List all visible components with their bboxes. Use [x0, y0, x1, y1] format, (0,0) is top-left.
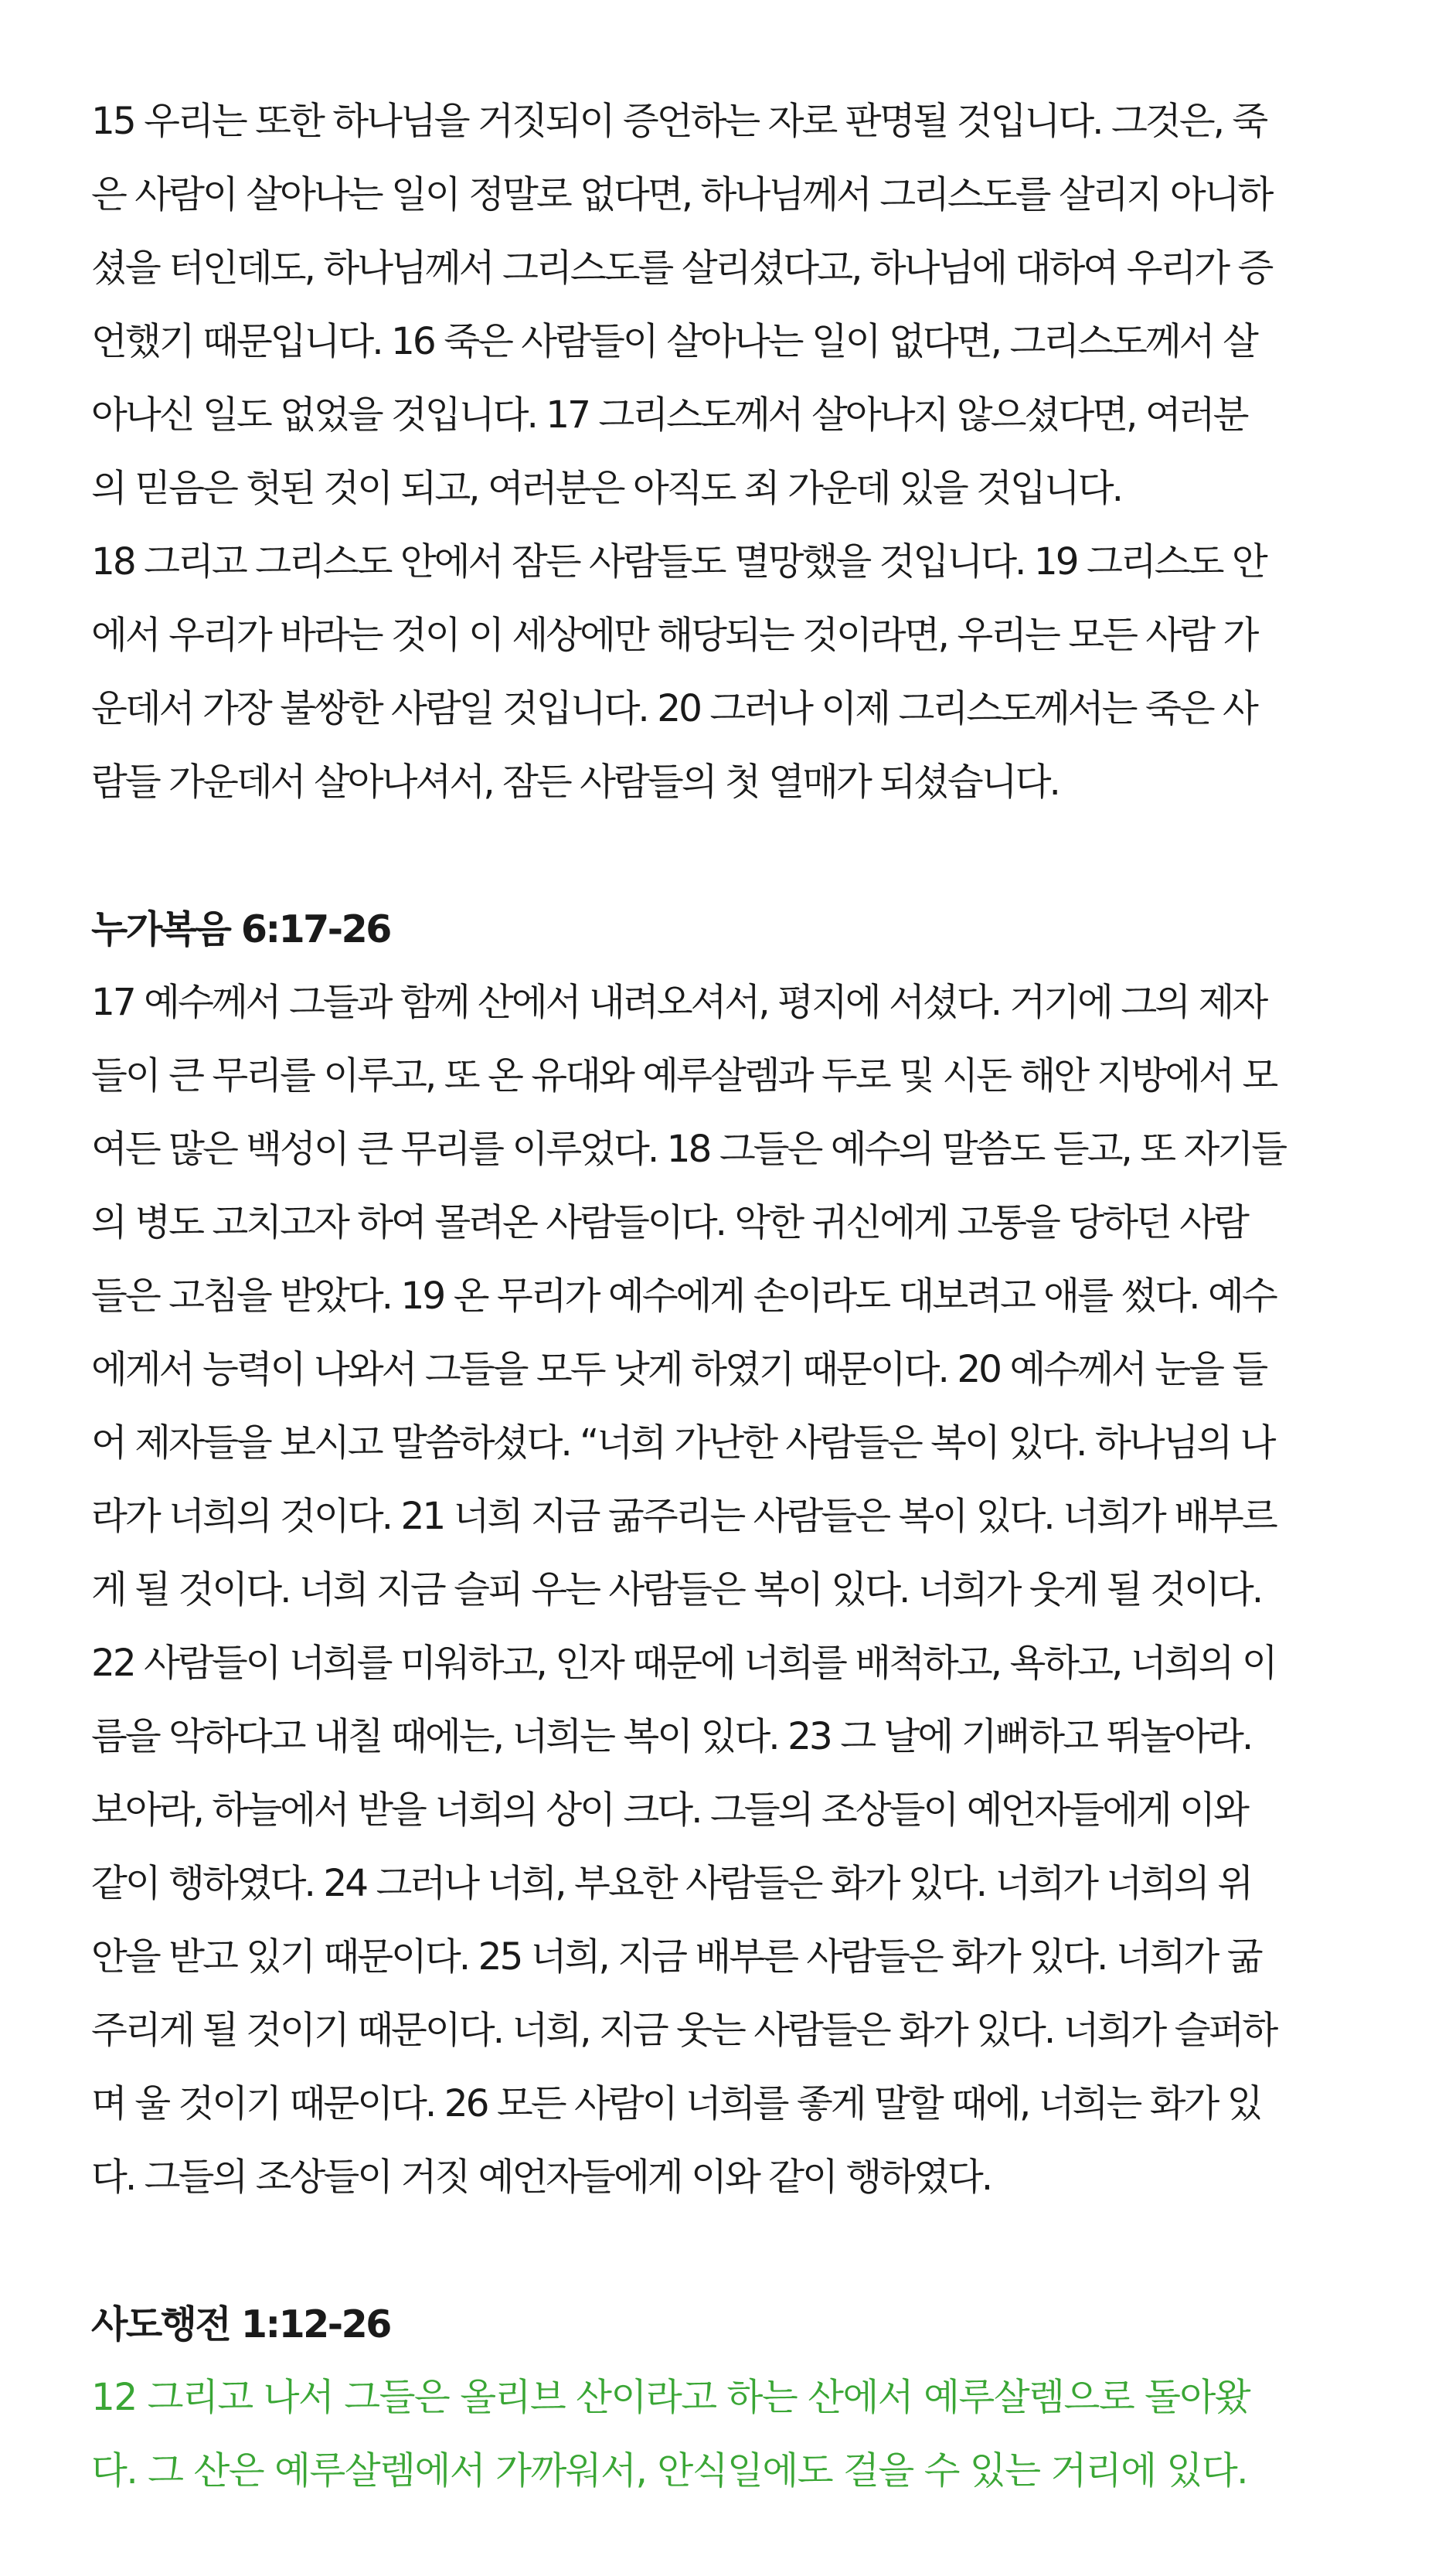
passage-heading-acts: 사도행전 1:12-26 [91, 2302, 390, 2346]
passage-heading-luke: 누가복음 6:17-26 [91, 907, 390, 951]
section-spacer [91, 819, 1374, 893]
text-line: 운데서 가장 불쌍한 사람일 것입니다. 20 그러나 이제 그리스도께서는 죽은 사 [91, 687, 1257, 730]
text-line: 12 그리고 나서 그들은 올리브 산이라고 하는 산에서 예루살렘으로 돌아왔 [91, 2376, 1250, 2419]
text-line: 다. 그 산은 예루살렘에서 가까워서, 안식일에도 걸을 수 있는 거리에 있다. [91, 2449, 1248, 2493]
text-line: 보아라, 하늘에서 받을 너희의 상이 크다. 그들의 조상들이 예언자들에게 이와 [91, 1788, 1247, 1832]
section-spacer [91, 2214, 1374, 2288]
text-line: 언했기 때문입니다. 16 죽은 사람들이 살아나는 일이 없다면, 그리스도께서 살 [91, 320, 1257, 363]
text-line: 의 믿음은 헛된 것이 되고, 여러분은 아직도 죄 가운데 있을 것입니다. [91, 467, 1121, 510]
passage-acts-highlighted [91, 2361, 1374, 2508]
text-line: 여든 많은 백성이 큰 무리를 이루었다. 18 그들은 예수의 말씀도 듣고, 또 자기들 [91, 1128, 1286, 1171]
passage-continuation [91, 85, 1374, 819]
text-line: 의 병도 고치고자 하여 몰려온 사람들이다. 악한 귀신에게 고통을 당하던 사람 [91, 1201, 1247, 1244]
text-line: 안을 받고 있기 때문이다. 25 너희, 지금 배부른 사람들은 화가 있다. 너희가 굶 [91, 1935, 1261, 1979]
text-line: 17 예수께서 그들과 함께 산에서 내려오셔서, 평지에 서셨다. 거기에 그의 제자 [91, 981, 1267, 1024]
scripture-page [91, 85, 1374, 2508]
text-line: 름을 악하다고 내칠 때에는, 너희는 복이 있다. 23 그 날에 기뻐하고 뛰놀아라. [91, 1715, 1252, 1758]
text-line: 어 제자들을 보시고 말씀하셨다. “너희 가난한 사람들은 복이 있다. 하나님의 나 [91, 1421, 1274, 1465]
text-line: 들은 고침을 받았다. 19 온 무리가 예수에게 손이라도 대보려고 애를 썼다. 예수 [91, 1274, 1276, 1318]
text-line: 셨을 터인데도, 하나님께서 그리스도를 살리셨다고, 하나님에 대하여 우리가 증 [91, 247, 1272, 290]
passage-luke [91, 966, 1374, 2214]
text-line: 람들 가운데서 살아나셔서, 잠든 사람들의 첫 열매가 되셨습니다. [91, 761, 1059, 804]
text-line: 같이 행하였다. 24 그러나 너희, 부요한 사람들은 화가 있다. 너희가 너희의 위 [91, 1862, 1252, 1905]
text-line: 에서 우리가 바라는 것이 이 세상에만 해당되는 것이라면, 우리는 모든 사람 가 [91, 614, 1257, 657]
text-line: 며 울 것이기 때문이다. 26 모든 사람이 너희를 좋게 말할 때에, 너희는 화가 있 [91, 2082, 1261, 2125]
text-line: 22 사람들이 너희를 미워하고, 인자 때문에 너희를 배척하고, 욕하고, 너희의 이 [91, 1642, 1276, 1685]
text-line: 18 그리고 그리스도 안에서 잠든 사람들도 멸망했을 것입니다. 19 그리스도 안 [91, 540, 1266, 584]
text-line: 15 우리는 또한 하나님을 거짓되이 증언하는 자로 판명될 것입니다. 그것은, 죽 [91, 100, 1267, 143]
text-line: 게 될 것이다. 너희 지금 슬피 우는 사람들은 복이 있다. 너희가 웃게 될 것이다. [91, 1568, 1262, 1611]
text-line: 들이 큰 무리를 이루고, 또 온 유대와 예루살렘과 두로 및 시돈 해안 지방에서 모 [91, 1054, 1277, 1097]
text-line: 아나신 일도 없었을 것입니다. 17 그리스도께서 살아나지 않으셨다면, 여러분 [91, 393, 1247, 437]
text-line: 다. 그들의 조상들이 거짓 예언자들에게 이와 같이 행하였다. [91, 2156, 992, 2199]
text-line: 주리게 될 것이기 때문이다. 너희, 지금 웃는 사람들은 화가 있다. 너희가 슬퍼하 [91, 2009, 1277, 2052]
text-line: 은 사람이 살아나는 일이 정말로 없다면, 하나님께서 그리스도를 살리지 아니하 [91, 173, 1272, 216]
text-line: 라가 너희의 것이다. 21 너희 지금 굶주리는 사람들은 복이 있다. 너희가 배부르 [91, 1495, 1276, 1538]
text-line: 에게서 능력이 나와서 그들을 모두 낫게 하였기 때문이다. 20 예수께서 눈을 들 [91, 1348, 1267, 1391]
